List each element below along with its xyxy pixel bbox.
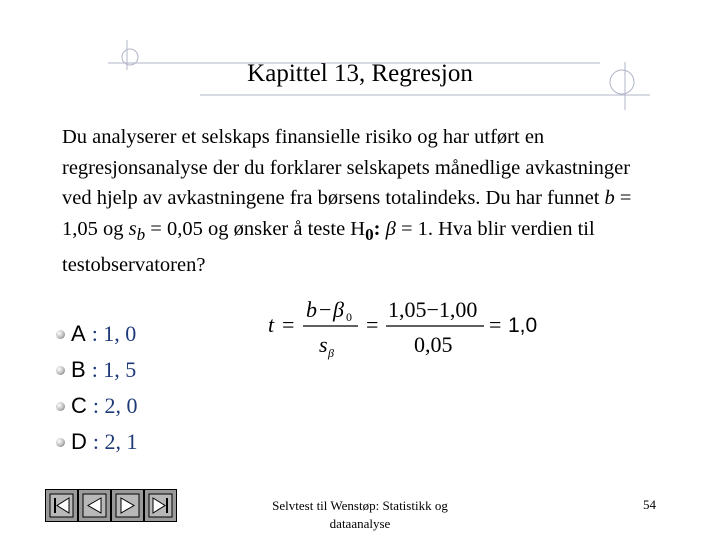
question-part-2: = 1,05 og (62, 187, 632, 240)
footer-line-2: dataanalyse (329, 516, 391, 531)
option-letter: B (71, 357, 86, 382)
option-value: : 2, 0 (92, 393, 138, 418)
var-s: s (128, 217, 137, 240)
option-value: : 1, 5 (91, 357, 137, 382)
option-d[interactable] (52, 424, 138, 460)
next-page-icon (115, 493, 140, 518)
option-value: : 1, 0 (91, 321, 137, 346)
question-part-3: = 0,05 og ønsker å teste H (145, 217, 366, 240)
option-letter: A (71, 321, 86, 346)
formula-den-value: 0,05 (414, 332, 453, 357)
bullet-icon (56, 366, 65, 375)
last-page-button[interactable] (144, 489, 177, 522)
first-page-icon (49, 493, 74, 518)
formula-num-sub: 0 (346, 310, 352, 324)
formula-eq-3: = (489, 312, 502, 337)
navigation-buttons (45, 489, 177, 522)
h-subscript: 0 (365, 224, 374, 244)
formula-result: 1,0 (508, 314, 538, 337)
formula-num-beta: β (333, 297, 344, 322)
bullet-icon (56, 330, 65, 339)
previous-page-icon (82, 493, 107, 518)
option-letter: D (71, 429, 87, 454)
previous-page-button[interactable] (78, 489, 111, 522)
next-page-button[interactable] (111, 489, 144, 522)
option-c[interactable] (52, 388, 138, 424)
last-page-icon (148, 493, 173, 518)
formula-num-b: b (306, 297, 317, 322)
test-statistic-formula (266, 296, 566, 366)
formula-num-values: 1,05−1,00 (388, 297, 478, 322)
footer-text (255, 497, 465, 533)
question-part-4: : (373, 217, 386, 240)
formula-den-s: s (319, 332, 328, 357)
first-page-button[interactable] (45, 489, 78, 522)
formula-eq-1: = (282, 312, 295, 337)
question-part-5: = 1. Hva blir verdien til testobservatoren? (62, 217, 595, 277)
formula-eq-2: = (366, 312, 379, 337)
option-b[interactable] (52, 352, 138, 388)
option-a[interactable] (52, 316, 138, 352)
formula-num-minus: − (319, 297, 332, 322)
footer-line-1: Selvtest til Wenstøp: Statistikk og (272, 498, 448, 513)
question-text (62, 122, 662, 281)
question-part-1: Du analyserer et selskaps finansielle risiko og har utført en regresjonsanalyse der du forklarer selskapets månedlige avkastninger ved hjelp av avkastningene fra børsens totalindeks. Du har funnet (62, 126, 631, 209)
bullet-icon (56, 438, 65, 447)
option-letter: C (71, 393, 87, 418)
answer-options (52, 316, 138, 460)
bullet-icon (56, 402, 65, 411)
option-value: : 2, 1 (92, 429, 138, 454)
formula-t: t (268, 312, 275, 337)
var-b: b (604, 187, 615, 209)
formula-den-sub: β (328, 346, 334, 360)
beta-symbol: β (385, 217, 396, 240)
slide-title: Kapittel 13, Regresjon (247, 60, 473, 87)
var-s-subscript: b (136, 224, 146, 244)
page-number: 54 (643, 497, 656, 512)
